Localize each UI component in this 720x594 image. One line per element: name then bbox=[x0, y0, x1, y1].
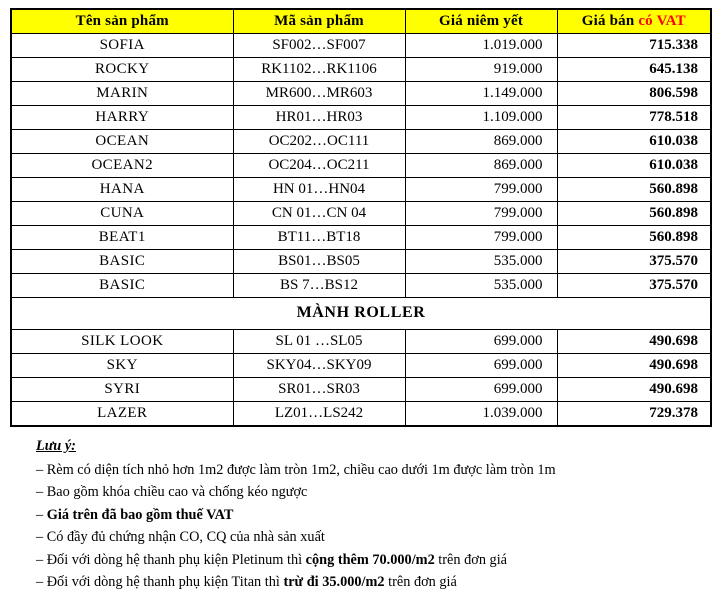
cell-product-code: SKY04…SKY09 bbox=[233, 354, 405, 378]
cell-list-price: 1.019.000 bbox=[405, 34, 557, 58]
cell-sale-price: 560.898 bbox=[557, 202, 711, 226]
cell-product-name: LAZER bbox=[11, 402, 233, 427]
note-item bbox=[36, 459, 710, 482]
table-header bbox=[11, 9, 711, 34]
note-dash: – bbox=[36, 461, 44, 478]
table-row bbox=[11, 178, 711, 202]
cell-product-name: OCEAN2 bbox=[11, 154, 233, 178]
table-row bbox=[11, 250, 711, 274]
header-sale-price-vat: có VAT bbox=[638, 12, 686, 29]
header-sale-price-prefix: Giá bán bbox=[581, 12, 639, 29]
cell-product-code: OC202…OC111 bbox=[233, 130, 405, 154]
cell-product-code: BS 7…BS12 bbox=[233, 274, 405, 298]
note-text: Bao gồm khóa chiều cao và chống kéo ngược bbox=[46, 484, 308, 501]
note-item bbox=[36, 504, 710, 527]
cell-sale-price: 560.898 bbox=[557, 178, 711, 202]
cell-product-name: SKY bbox=[11, 354, 233, 378]
note-dash: – bbox=[36, 574, 44, 591]
cell-sale-price: 729.378 bbox=[557, 402, 711, 427]
note-dash: – bbox=[36, 506, 44, 523]
cell-list-price: 699.000 bbox=[405, 330, 557, 354]
cell-product-name: BASIC bbox=[11, 274, 233, 298]
cell-product-name: BEAT1 bbox=[11, 226, 233, 250]
note-text: trên đơn giá bbox=[434, 551, 508, 568]
notes-title: Lưu ý: bbox=[36, 438, 76, 454]
cell-sale-price: 375.570 bbox=[557, 250, 711, 274]
cell-product-code: BT11…BT18 bbox=[233, 226, 405, 250]
cell-product-name: ROCKY bbox=[11, 58, 233, 82]
cell-list-price: 535.000 bbox=[405, 250, 557, 274]
note-item bbox=[36, 571, 710, 594]
cell-product-code: HR01…HR03 bbox=[233, 106, 405, 130]
table-row bbox=[11, 82, 711, 106]
cell-product-name: HANA bbox=[11, 178, 233, 202]
header-product-name: Tên sản phẩm bbox=[11, 9, 233, 34]
cell-list-price: 799.000 bbox=[405, 178, 557, 202]
table-body-blinds bbox=[11, 34, 711, 298]
note-text: trừ đi 35.000/m2 bbox=[283, 574, 385, 591]
cell-list-price: 1.149.000 bbox=[405, 82, 557, 106]
cell-product-name: SOFIA bbox=[11, 34, 233, 58]
note-item bbox=[36, 526, 710, 549]
note-text: Đối với dòng hệ thanh phụ kiện Pletinum thì bbox=[46, 551, 306, 568]
table-row bbox=[11, 378, 711, 402]
cell-list-price: 799.000 bbox=[405, 226, 557, 250]
cell-sale-price: 375.570 bbox=[557, 274, 711, 298]
cell-product-code: SL 01 …SL05 bbox=[233, 330, 405, 354]
cell-product-code: LZ01…LS242 bbox=[233, 402, 405, 427]
table-row bbox=[11, 402, 711, 427]
header-row bbox=[11, 9, 711, 34]
table-row bbox=[11, 58, 711, 82]
cell-product-code: SF002…SF007 bbox=[233, 34, 405, 58]
table-body-roller bbox=[11, 330, 711, 427]
cell-product-name: MARIN bbox=[11, 82, 233, 106]
table-row bbox=[11, 354, 711, 378]
cell-sale-price: 490.698 bbox=[557, 330, 711, 354]
cell-list-price: 535.000 bbox=[405, 274, 557, 298]
cell-sale-price: 806.598 bbox=[557, 82, 711, 106]
cell-list-price: 919.000 bbox=[405, 58, 557, 82]
cell-list-price: 869.000 bbox=[405, 154, 557, 178]
table-row bbox=[11, 106, 711, 130]
table-row bbox=[11, 130, 711, 154]
note-item bbox=[36, 549, 710, 572]
cell-product-code: CN 01…CN 04 bbox=[233, 202, 405, 226]
table-row bbox=[11, 34, 711, 58]
header-product-code: Mã sản phẩm bbox=[233, 9, 405, 34]
notes-title-line bbox=[36, 435, 710, 459]
note-text: Giá trên đã bao gồm thuế VAT bbox=[46, 506, 234, 523]
cell-list-price: 699.000 bbox=[405, 354, 557, 378]
note-dash: – bbox=[36, 484, 44, 501]
cell-product-name: BASIC bbox=[11, 250, 233, 274]
cell-product-code: MR600…MR603 bbox=[233, 82, 405, 106]
cell-list-price: 799.000 bbox=[405, 202, 557, 226]
cell-product-name: SYRI bbox=[11, 378, 233, 402]
note-text: cộng thêm 70.000/m2 bbox=[305, 551, 435, 568]
note-text: Đối với dòng hệ thanh phụ kiện Titan thì bbox=[46, 574, 284, 591]
note-dash: – bbox=[36, 529, 44, 546]
cell-product-name: CUNA bbox=[11, 202, 233, 226]
notes-list bbox=[36, 459, 710, 594]
price-table bbox=[10, 8, 712, 427]
cell-list-price: 869.000 bbox=[405, 130, 557, 154]
cell-list-price: 1.039.000 bbox=[405, 402, 557, 427]
cell-sale-price: 778.518 bbox=[557, 106, 711, 130]
notes-block bbox=[10, 435, 710, 594]
cell-product-name: OCEAN bbox=[11, 130, 233, 154]
cell-sale-price: 490.698 bbox=[557, 378, 711, 402]
cell-sale-price: 715.338 bbox=[557, 34, 711, 58]
table-section-roller bbox=[11, 298, 711, 330]
section-title: MÀNH ROLLER bbox=[11, 298, 711, 330]
table-row bbox=[11, 330, 711, 354]
cell-product-code: OC204…OC211 bbox=[233, 154, 405, 178]
cell-product-code: RK1102…RK1106 bbox=[233, 58, 405, 82]
cell-sale-price: 490.698 bbox=[557, 354, 711, 378]
cell-product-name: SILK LOOK bbox=[11, 330, 233, 354]
note-text: Có đầy đủ chứng nhận CO, CQ của nhà sản xuất bbox=[46, 529, 325, 546]
cell-product-code: SR01…SR03 bbox=[233, 378, 405, 402]
table-row bbox=[11, 202, 711, 226]
table-row bbox=[11, 274, 711, 298]
cell-product-code: HN 01…HN04 bbox=[233, 178, 405, 202]
note-item bbox=[36, 481, 710, 504]
cell-sale-price: 610.038 bbox=[557, 154, 711, 178]
table-row bbox=[11, 226, 711, 250]
section-row bbox=[11, 298, 711, 330]
header-sale-price bbox=[557, 9, 711, 34]
header-list-price: Giá niêm yết bbox=[405, 9, 557, 34]
table-row bbox=[11, 154, 711, 178]
cell-product-code: BS01…BS05 bbox=[233, 250, 405, 274]
note-text: trên đơn giá bbox=[384, 574, 457, 591]
note-text: Rèm có diện tích nhỏ hơn 1m2 được làm tròn 1m2, chiều cao dưới 1m được làm tròn 1m bbox=[46, 461, 556, 478]
cell-list-price: 699.000 bbox=[405, 378, 557, 402]
cell-product-name: HARRY bbox=[11, 106, 233, 130]
cell-list-price: 1.109.000 bbox=[405, 106, 557, 130]
cell-sale-price: 560.898 bbox=[557, 226, 711, 250]
cell-sale-price: 645.138 bbox=[557, 58, 711, 82]
note-dash: – bbox=[36, 551, 44, 568]
cell-sale-price: 610.038 bbox=[557, 130, 711, 154]
